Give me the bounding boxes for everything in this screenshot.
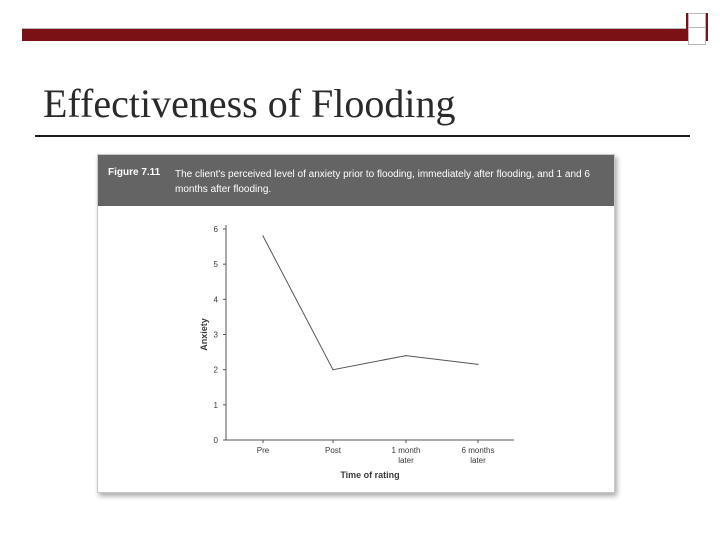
- figure-caption-bar: [98, 155, 614, 206]
- x-tick-label: 6 months later: [461, 446, 495, 465]
- y-tick-label: 5: [213, 260, 218, 270]
- y-tick-label: 3: [213, 330, 218, 340]
- anxiety-line-chart: [98, 206, 614, 492]
- figure-panel: [97, 154, 615, 493]
- data-point: [477, 364, 478, 365]
- x-axis-title: Time of rating: [340, 470, 400, 480]
- data-point: [405, 355, 406, 356]
- corner-box: [688, 27, 706, 45]
- y-tick-label: 0: [213, 436, 218, 445]
- figure-caption: The client's perceived level of anxiety prior to flooding, immediately after flooding, and 1 and 6 months after flooding.: [175, 169, 590, 195]
- y-tick-label: 1: [213, 400, 218, 410]
- x-tick-label: Post: [324, 446, 342, 455]
- y-tick-label: 4: [213, 295, 218, 305]
- y-tick-label: 6: [213, 225, 218, 234]
- data-point: [262, 235, 263, 236]
- y-tick-label: 2: [213, 365, 218, 375]
- data-point: [332, 369, 333, 370]
- x-tick-label: 1 month later: [391, 446, 421, 465]
- top-accent-inner: [22, 13, 686, 29]
- slide-title: Effectiveness of Flooding: [43, 81, 456, 126]
- title-rule: [35, 135, 690, 137]
- series-line: [263, 236, 478, 370]
- x-tick-label: Pre: [256, 446, 270, 455]
- figure-label: Figure 7.11: [108, 167, 161, 178]
- y-axis-title: Anxiety: [199, 318, 209, 351]
